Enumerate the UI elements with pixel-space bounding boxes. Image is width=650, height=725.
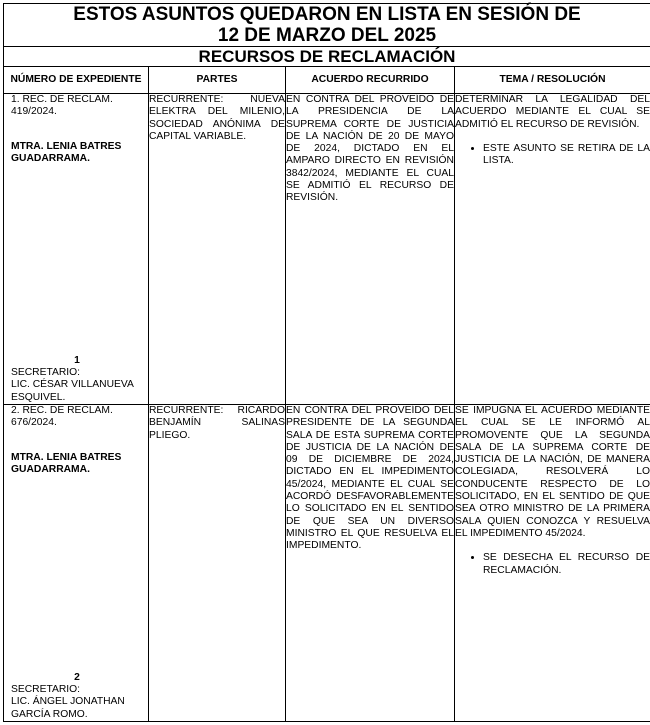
tema-text: SE IMPUGNA EL ACUERDO MEDIANTE EL CUAL SE LE INFORMÓ AL PROMOVENTE QUE LA SEGUNDA SALA DE LA SUPREMA CORTE DE JUSTICIA DE LA NACIÓN, DE MANERA COLEGIADA, RESOLVERÁ LO CONDUCENTE RESPECTO DE LO SOLICITADO, EN EL SENTIDO DE QUE SEA OTRO MINISTRO DE LA PRIMERA SALA QUIEN CONOZCA Y RESUELVA EL IMPEDIMENTO 45/2024. bbox=[455, 405, 650, 539]
table-row bbox=[4, 94, 650, 405]
secretario-label: SECRETARIO: bbox=[11, 367, 81, 379]
document-title bbox=[4, 4, 650, 47]
secretario-block bbox=[11, 355, 143, 404]
header-tema: TEMA / RESOLUCIÓN bbox=[455, 67, 650, 94]
secretario-label: SECRETARIO: bbox=[11, 684, 81, 696]
tema-cell bbox=[455, 405, 650, 722]
header-row bbox=[4, 67, 650, 94]
tema-cell bbox=[455, 94, 650, 405]
header-partes: PARTES bbox=[149, 67, 286, 94]
resolution-list bbox=[455, 143, 650, 168]
item-number: 1 bbox=[74, 354, 80, 366]
title-line-2: 12 DE MARZO DEL 2025 bbox=[217, 25, 437, 46]
secretario-block bbox=[11, 672, 143, 721]
header-acuerdo: ACUERDO RECURRIDO bbox=[286, 67, 455, 94]
item-number: 2 bbox=[74, 671, 80, 683]
table-row bbox=[4, 405, 650, 722]
header-expediente: NÚMERO DE EXPEDIENTE bbox=[4, 67, 149, 94]
partes-cell bbox=[149, 405, 286, 722]
section-title: RECURSOS DE RECLAMACIÓN bbox=[4, 47, 650, 67]
expediente-number: 2. REC. DE RECLAM. 676/2024. bbox=[11, 405, 113, 429]
secretario-name: LIC. CÉSAR VILLANUEVA ESQUIVEL. bbox=[11, 379, 134, 403]
section-row bbox=[4, 47, 650, 67]
partes-text: RECURRENTE: RICARDO BENJAMÍN SALINAS PLIEGO. bbox=[149, 405, 285, 441]
acuerdo-text: EN CONTRA DEL PROVEÍDO DE LA PRESIDENCIA DE LA SUPREMA CORTE DE JUSTICIA DE LA NACIÓN DE 20 DE MAYO DE 2024, DICTADO EN EL AMPARO DIRECTO EN REVISIÓN 3842/2024, MEDIANTE EL CUAL SE ADMITIÓ EL RECURSO DE REVISIÓN. bbox=[286, 94, 454, 204]
expediente-cell bbox=[4, 94, 149, 405]
session-list-table bbox=[3, 3, 650, 722]
resolution-item: • ESTE ASUNTO SE RETIRA DE LA LISTA. bbox=[483, 143, 650, 168]
resolution-item: • SE DESECHA EL RECURSO DE RECLAMACIÓN. bbox=[483, 552, 650, 577]
ponente-name: MTRA. LENIA BATRES GUADARRAMA. bbox=[11, 451, 122, 475]
acuerdo-cell bbox=[286, 405, 455, 722]
acuerdo-text: EN CONTRA DEL PROVEÍDO DEL PRESIDENTE DE LA SEGUNDA SALA DE ESTA SUPREMA CORTE DE JUSTICIA DE LA NACIÓN DE 09 DE DICIEMBRE DE 2024, DICTADO EN EL IMPEDIMENTO 45/2024, MEDIANTE EL CUAL SE ACORDÓ DESFAVORABLEMENTE LO SOLICITADO EN EL SENTIDO DE QUE SEA UN DIVERSO MINISTRO EL QUE RESUELVA EL IMPEDIMENTO. bbox=[286, 405, 454, 552]
expediente-cell bbox=[4, 405, 149, 722]
tema-text: DETERMINAR LA LEGALIDAD DEL ACUERDO MEDIANTE EL CUAL SE ADMITIÓ EL RECURSO DE REVISIÓN. bbox=[455, 94, 650, 130]
partes-text: RECURRENTE: NUEVA ELEKTRA DEL MILENIO, SOCIEDAD ANÓNIMA DE CAPITAL VARIABLE. bbox=[149, 94, 285, 142]
ponente-name: MTRA. LENIA BATRES GUADARRAMA. bbox=[11, 140, 122, 164]
partes-cell bbox=[149, 94, 286, 405]
acuerdo-cell bbox=[286, 94, 455, 405]
title-line-1: ESTOS ASUNTOS QUEDARON EN LISTA EN SESIÓN DE bbox=[73, 4, 581, 25]
title-row bbox=[4, 4, 650, 47]
expediente-number: 1. REC. DE RECLAM. 419/2024. bbox=[11, 94, 113, 118]
secretario-name: LIC. ÁNGEL JONATHAN GARCÍA ROMO. bbox=[11, 696, 125, 720]
resolution-list bbox=[455, 552, 650, 577]
